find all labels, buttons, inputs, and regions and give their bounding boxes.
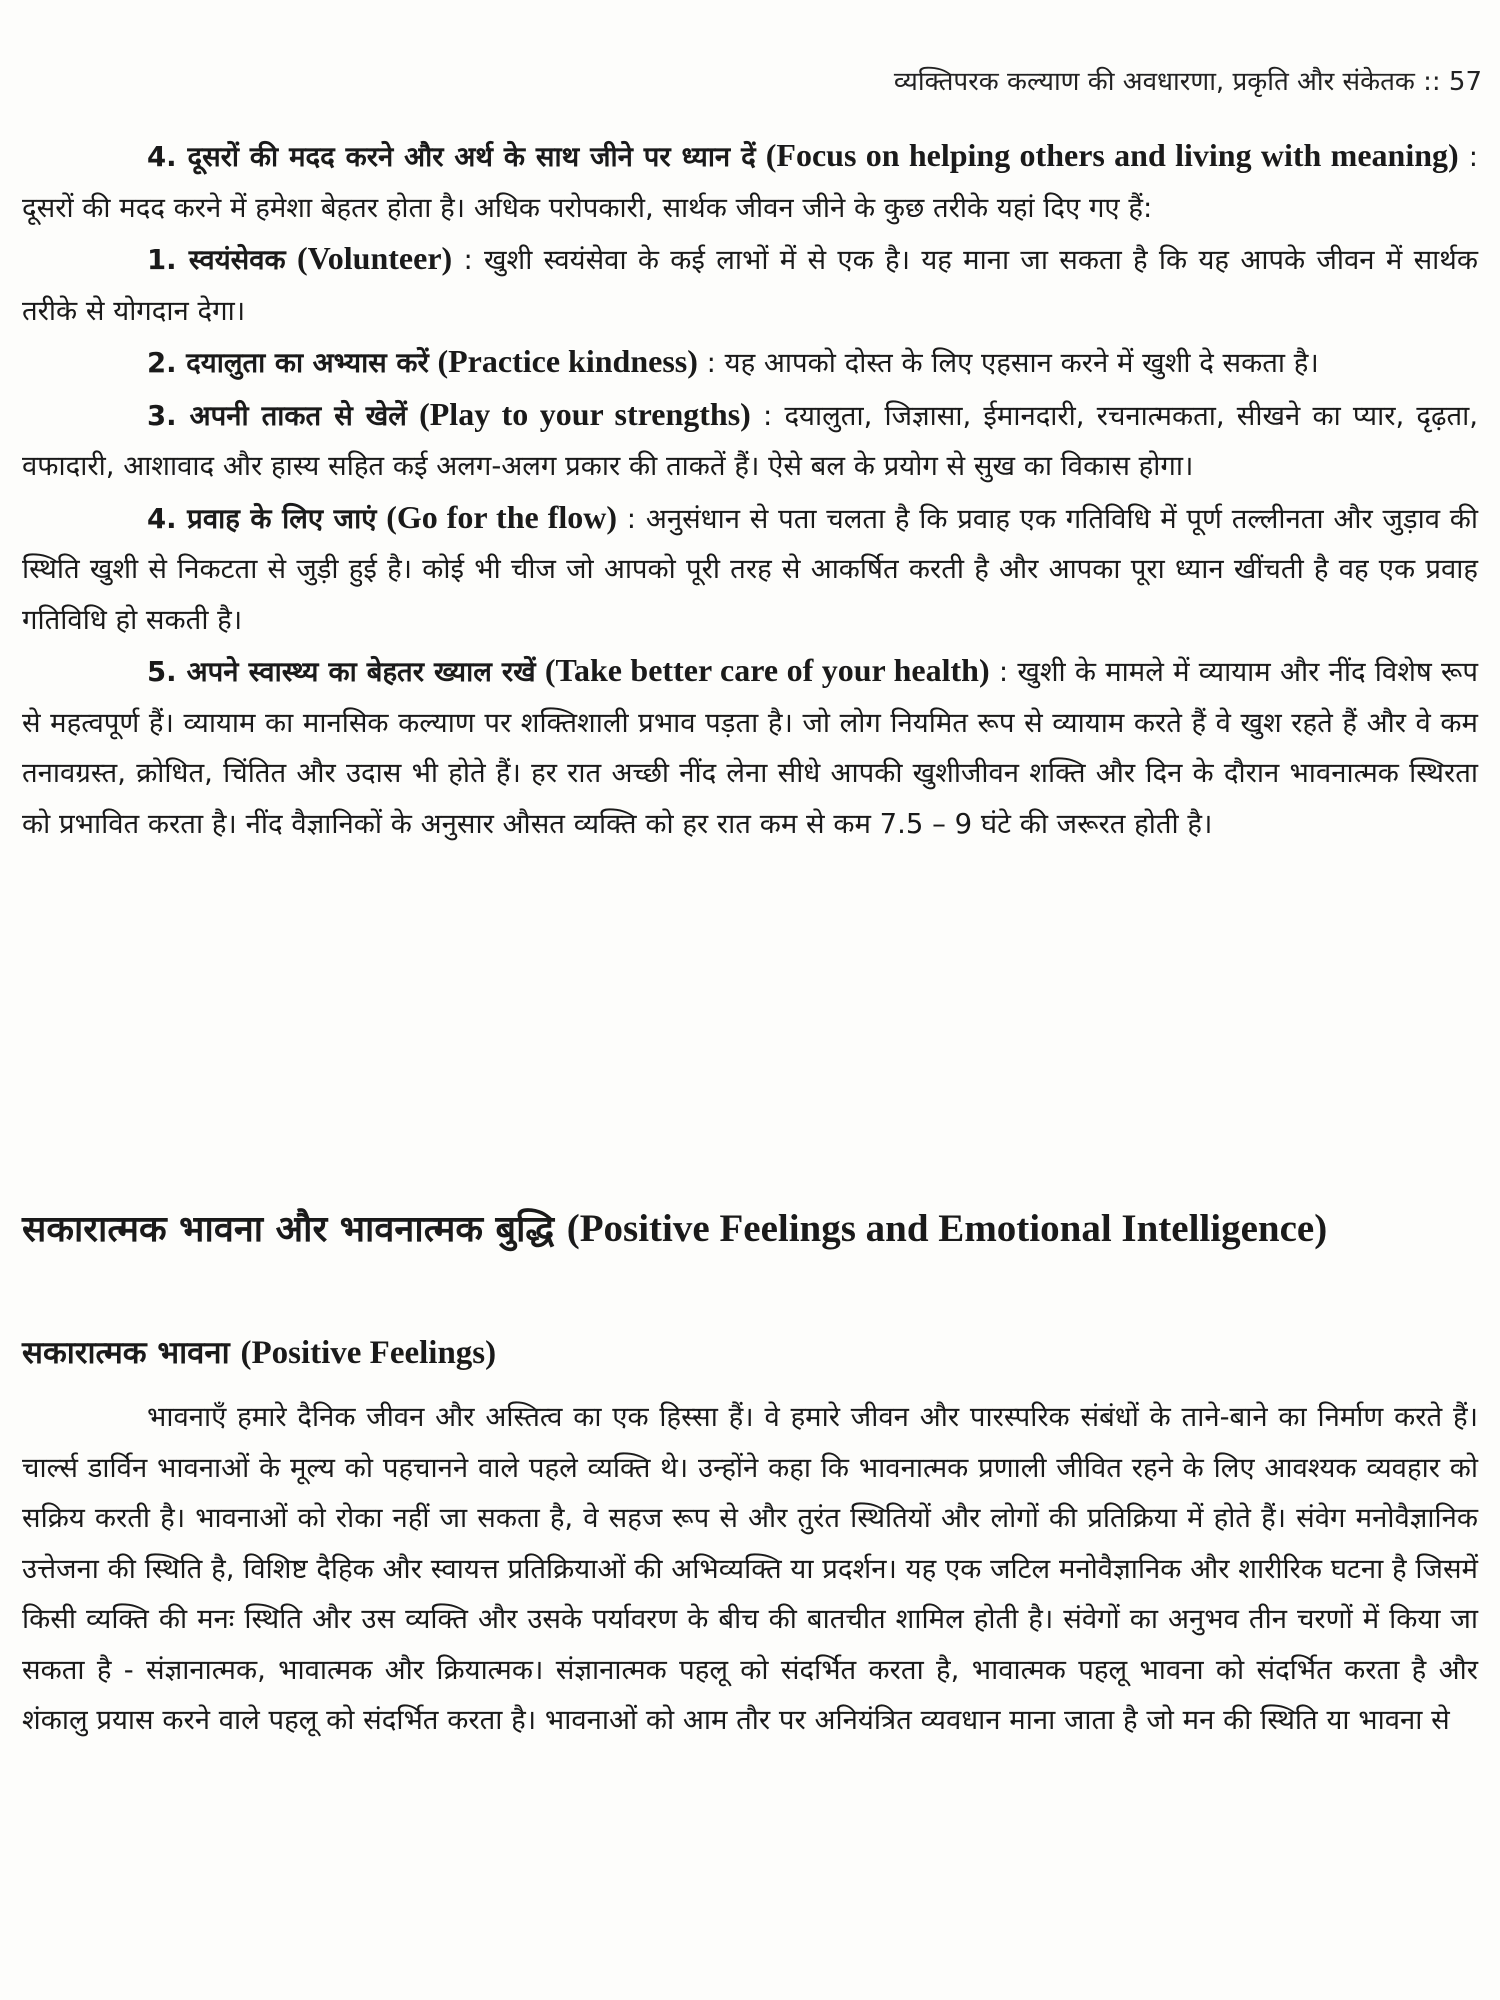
list-item (22, 645, 1478, 849)
section-focus-heading-en: (Focus on helping others and living with meaning) (765, 137, 1459, 173)
item-label-hi: 2. दयालुता का अभ्यास करें (147, 347, 429, 379)
item-label-en: (Practice kindness) (437, 343, 698, 379)
item-label-hi: 1. स्वयंसेवक (147, 244, 286, 276)
subsection-heading (22, 1330, 496, 1376)
item-label-en: (Volunteer) (296, 240, 453, 276)
section-focus-heading-hi: 4. दूसरों की मदद करने और अर्थ के साथ जीने पर ध्यान दें (147, 141, 756, 173)
subsection-paragraph: भावनाएँ हमारे दैनिक जीवन और अस्तित्व का एक हिस्सा हैं। वे हमारे जीवन और पारस्परिक संबंधों के ताने-बाने का निर्माण करते हैं। चार्ल्स डार्विन भावनाओं के मूल्य को पहचानने वाले पहले व्यक्ति थे। उन्होंने कहा कि भावनात्मक प्रणाली जीवित रहने के लिए आवश्यक व्यवहार को सक्रिय करती है। भावनाओं को रोका नहीं जा सकता है, वे सहज रूप से और तुरंत स्थितियों और लोगों की प्रतिक्रिया में होते हैं। संवेग मनोवैज्ञानिक उत्तेजना की स्थिति है, विशिष्ट दैहिक और स्वायत्त प्रतिक्रियाओं की अभिव्यक्ति या प्रदर्शन। यह एक जटिल मनोवैज्ञानिक और शारीरिक घटना है जिसमें किसी व्यक्ति की मनः स्थिति और उस व्यक्ति और उसके पर्यावरण के बीच की बातचीत शामिल होती है। संवेगों का अनुभव तीन चरणों में किया जा सकता है - संज्ञानात्मक, भावात्मक और क्रियात्मक। संज्ञानात्मक पहलू को संदर्भित करता है, भावात्मक पहलू भावना को संदर्भित करता है और शंकालु प्रयास करने वाले पहलू को संदर्भित करता है। भावनाओं को आम तौर पर अनियंत्रित व्यवधान माना जाता है जो मन की स्थिति या भावना से (22, 1401, 1478, 1736)
list-item (22, 233, 1478, 336)
section-focus-block (22, 130, 1478, 849)
item-text: : यह आपको दोस्त के लिए एहसान करने में खुशी दे सकता है। (706, 347, 1319, 379)
item-text: : खुशी के मामले में व्यायाम और नींद विशेष रूप से महत्वपूर्ण हैं। व्यायाम का मानसिक कल्याण पर शक्तिशाली प्रभाव पड़ता है। जो लोग नियमित रूप से व्यायाम करते हैं वे खुश रहते हैं और वे कम तनावग्रस्त, क्रोधित, चिंतित और उदास भी होते हैं। हर रात अच्छी नींद लेना सीधे आपकी खुशीजीवन शक्ति और दिन के दौरान भावनात्मक स्थिरता को प्रभावित करता है। नींद वैज्ञानिकों के अनुसार औसत व्यक्ति को हर रात कम से कम 7.5 – 9 घंटे की जरूरत होती है। (22, 656, 1479, 840)
item-label-hi: 4. प्रवाह के लिए जाएं (147, 502, 377, 535)
item-label-hi: 3. अपनी ताकत से खेलें (147, 399, 407, 432)
item-label-en: (Play to your strengths) (419, 395, 751, 432)
item-text: : खुशी स्वयंसेवा के कई लाभों में से एक है। यह माना जा सकता है कि यह आपके जीवन में सार्थक तरीके से योगदान देगा। (22, 244, 1478, 327)
item-label-en: (Go for the flow) (386, 498, 618, 535)
subsection-heading-hi: सकारात्मक भावना (22, 1335, 230, 1371)
section-main-heading-hi: सकारात्मक भावना और भावनात्मक बुद्धि (22, 1209, 555, 1250)
item-text: : अनुसंधान से पता चलता है कि प्रवाह एक गतिविधि में पूर्ण तल्लीनता और जुड़ाव की स्थिति खुशी से निकटता से जुड़ी हुई है। कोई भी चीज जो आपको पूरी तरह से आकर्षित करती है और आपका पूरा ध्यान खींचती है वह एक प्रवाह गतिविधि हो सकती है। (22, 502, 1479, 636)
list-item (22, 389, 1478, 492)
item-text: : दयालुता, जिज्ञासा, ईमानदारी, रचनात्मकता, सीखने का प्यार, दृढ़ता, वफादारी, आशावाद और हास्य सहित कई अलग-अलग प्रकार की ताकतें हैं। ऐसे बल के प्रयोग से सुख का विकास होगा। (22, 399, 1478, 482)
section-main-heading (22, 1200, 1478, 1258)
section-main-heading-en: (Positive Feelings and Emotional Intelligence) (566, 1207, 1328, 1250)
running-header: व्यक्तिपरक कल्याण की अवधारणा, प्रकृति और संकेतक :: 57 (893, 67, 1482, 97)
section-focus-body: : दूसरों की मदद करने में हमेशा बेहतर होता है। अधिक परोपकारी, सार्थक जीवन जीने के कुछ तरीके यहां दिए गए हैं: (22, 141, 1478, 224)
item-label-en: (Take better care of your health) (544, 652, 990, 688)
list-item (22, 336, 1478, 389)
list-item (22, 492, 1478, 646)
subsection-heading-en: (Positive Feelings) (240, 1335, 497, 1371)
subsection-block (22, 1392, 1478, 1746)
section-focus-paragraph (22, 130, 1478, 233)
item-label-hi: 5. अपने स्वास्थ्य का बेहतर ख्याल रखें (147, 656, 536, 688)
